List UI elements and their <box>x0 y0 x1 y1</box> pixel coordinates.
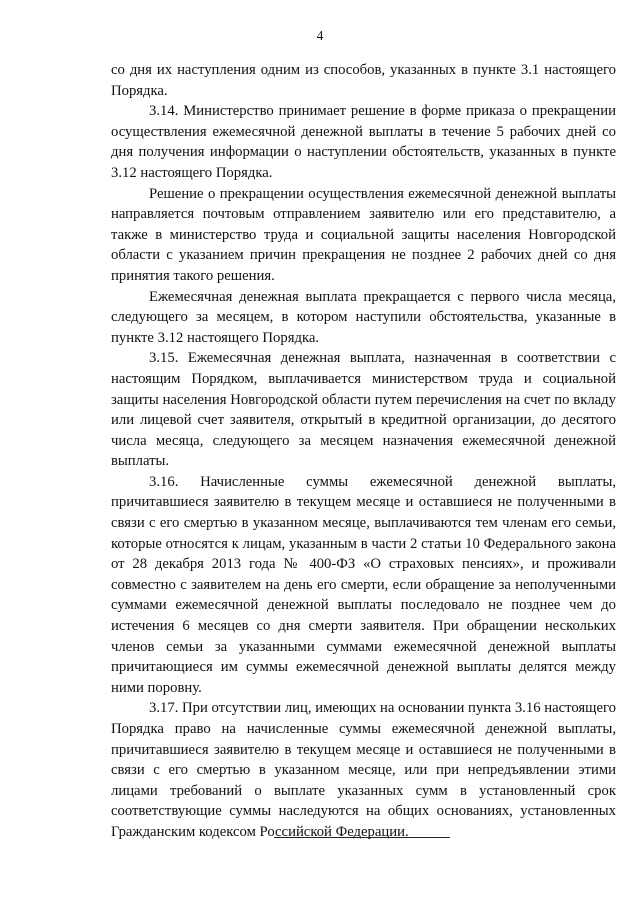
page-number: 4 <box>316 28 324 43</box>
paragraph-3-16: 3.16. Начисленные суммы ежемесячной денежной выплаты, причитавшиеся заявителю в текущем месяце и оставшиеся не полученными в связи с его смертью в указанном месяце, выплачиваются тем членам его семьи, которые относятся к лицам, указанным в части 2 статьи 10 Федерального закона от 28 декабря 2013 года № 400-ФЗ «О страховых пенсиях», и проживали совместно с заявителем на день его смерти, если обращение за неполученными суммами ежемесячной денежной выплаты последовало не позднее чем до истечения 6 месяцев со дня смерти заявителя. При обращении нескольких членов семьи за указанными суммами ежемесячной денежной выплаты причитающиеся им суммы ежемесячной денежной выплаты делятся между ними поровну. <box>111 473 616 696</box>
closing-divider <box>274 837 450 838</box>
paragraph-3-15: 3.15. Ежемесячная денежная выплата, назначенная в соответствии с настоящим Порядком, выплачивается министерством труда и социальной защиты населения Новгородской области путем перечисления на счет по вкладу или лицевой счет заявителя, открытый в кредитной организации, до десятого числа месяца, следующего за месяцем назначения ежемесячной денежной выплаты. <box>111 350 616 470</box>
document-body <box>111 60 616 843</box>
paragraph-termination-decision: Решение о прекращении осуществления ежемесячной денежной выплаты направляется почтовым отправлением заявителю или его представителю, а также в министерство труда и социальной защиты населения Новгородской области с указанием причин прекращения не позднее 2 рабочих дней со дня принятия такого решения. <box>111 185 616 284</box>
paragraph-3-14: 3.14. Министерство принимает решение в форме приказа о прекращении осуществления ежемесячной денежной выплаты в течение 5 рабочих дней со дня получения информации о наступлении обстоятельств, указанных в пункте 3.12 настоящего Порядка. <box>111 103 616 181</box>
paragraph-continuation: со дня их наступления одним из способов, указанных в пункте 3.1 настоящего Порядка. <box>111 62 616 99</box>
paragraph-3-17: 3.17. При отсутствии лиц, имеющих на основании пункта 3.16 настоящего Порядка право на начисленные суммы ежемесячной денежной выплаты, причитавшиеся заявителю в текущем месяце и оставшиеся не полученными в связи с его смертью в указанном месяце, или при непредъявлении этими лицами требований о выплате указанных сумм в установленный срок соответствующие суммы наследуются на общих основаниях, установленных Гражданским кодексом Российской Федерации. <box>111 700 616 840</box>
paragraph-termination-date: Ежемесячная денежная выплата прекращается с первого числа месяца, следующего за месяцем, в котором наступили обстоятельства, указанные в пункте 3.12 настоящего Порядка. <box>111 288 616 346</box>
